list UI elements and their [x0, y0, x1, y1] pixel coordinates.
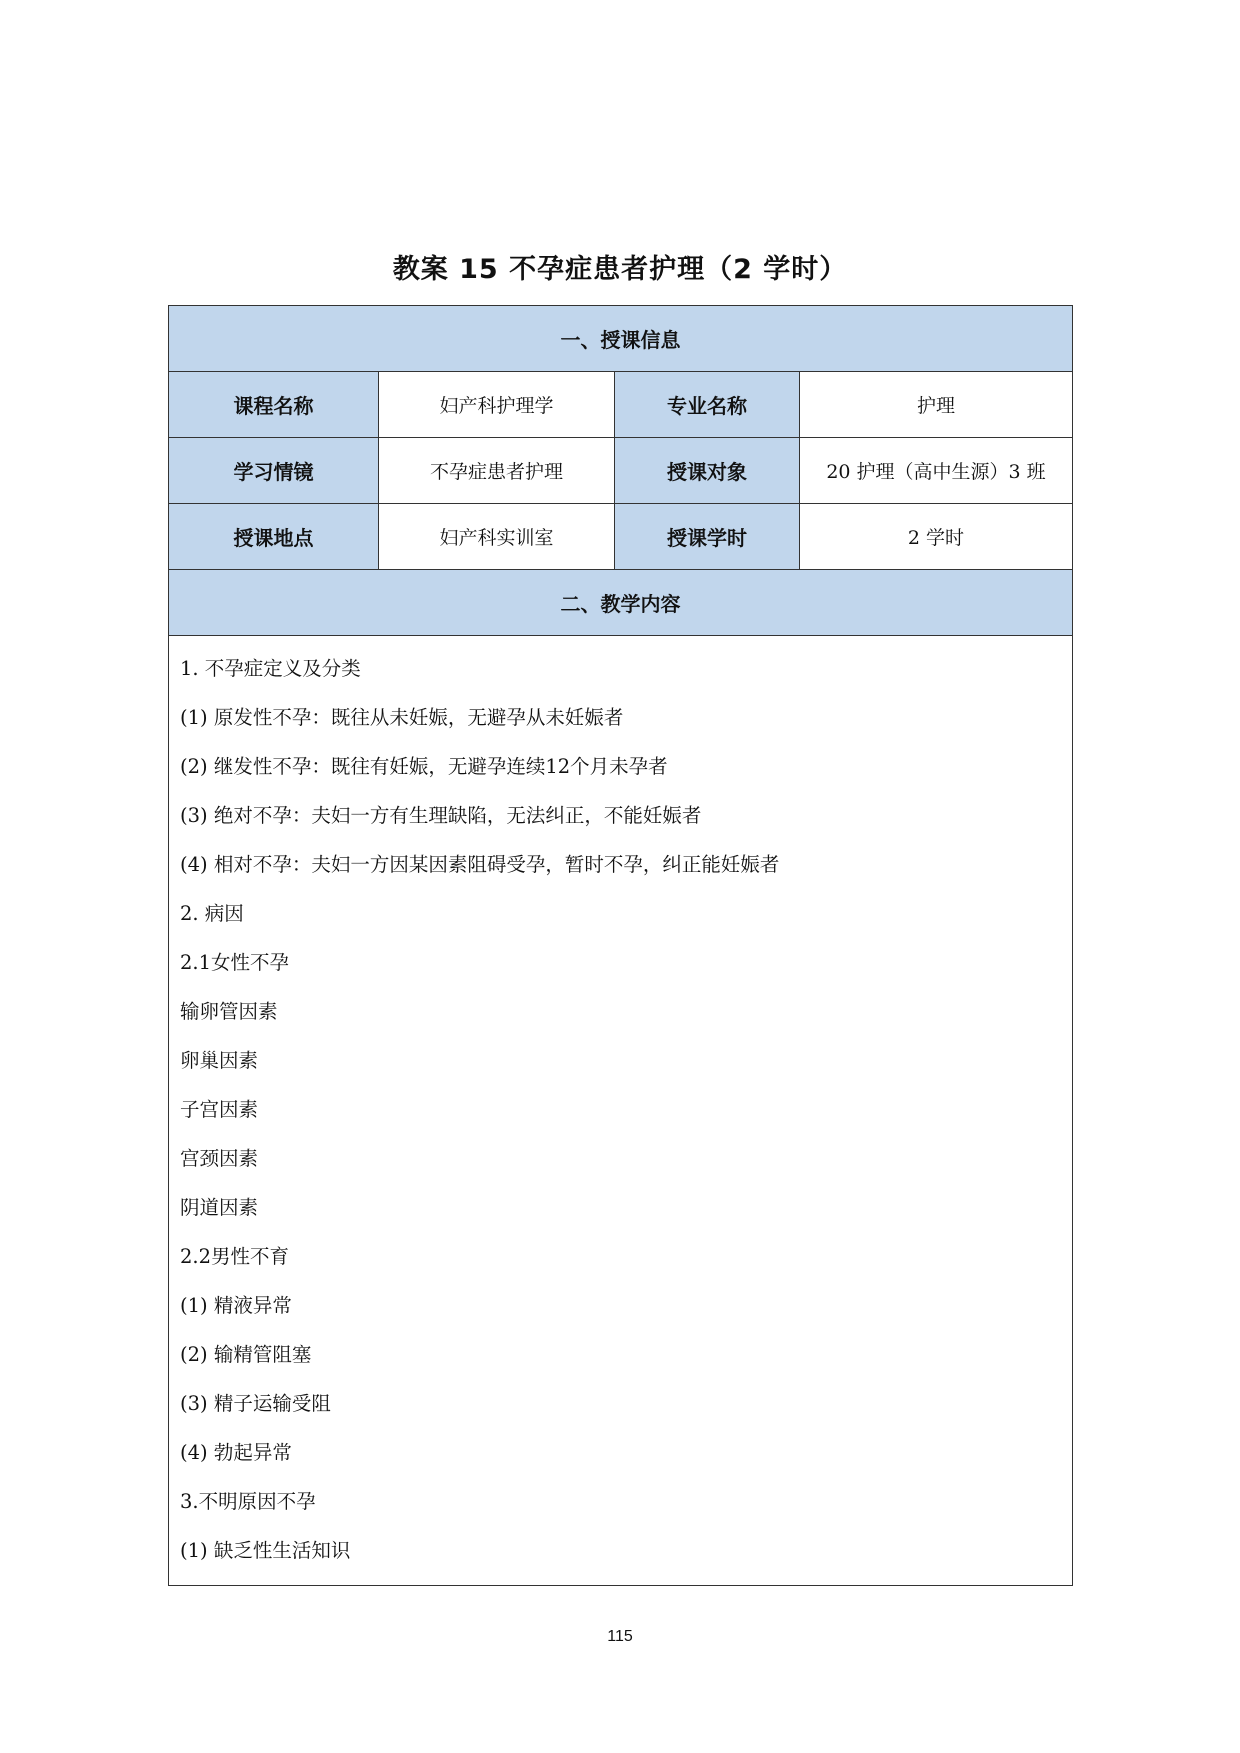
content-line: (3) 精子运输受阻	[180, 1392, 331, 1415]
content-line: 2.2男性不育	[180, 1245, 290, 1268]
info-value: 2 学时	[800, 504, 1073, 570]
section-header-info: 一、授课信息	[169, 306, 1073, 372]
info-label: 学习情镜	[169, 438, 379, 504]
info-label: 授课地点	[169, 504, 379, 570]
info-row	[169, 504, 1073, 570]
content-line: 输卵管因素	[180, 1000, 278, 1023]
content-line: (4) 勃起异常	[180, 1441, 292, 1464]
info-value: 护理	[800, 372, 1073, 438]
content-line: 2.1女性不孕	[180, 951, 290, 974]
info-row	[169, 438, 1073, 504]
info-value: 妇产科实训室	[379, 504, 615, 570]
info-label: 授课学时	[615, 504, 800, 570]
info-value: 不孕症患者护理	[379, 438, 615, 504]
content-line: (1) 精液异常	[180, 1294, 292, 1317]
section-header-row	[169, 570, 1073, 636]
info-label: 课程名称	[169, 372, 379, 438]
content-line: 宫颈因素	[180, 1147, 259, 1170]
content-line: 3.不明原因不孕	[180, 1490, 316, 1513]
content-line: (1) 缺乏性生活知识	[180, 1539, 351, 1562]
info-label: 专业名称	[615, 372, 800, 438]
info-label: 授课对象	[615, 438, 800, 504]
content-cell	[169, 636, 1073, 1586]
content-line: (2) 输精管阻塞	[180, 1343, 312, 1366]
section-header-content: 二、教学内容	[169, 570, 1073, 636]
info-value: 20 护理（高中生源）3 班	[800, 438, 1073, 504]
content-line: (1) 原发性不孕：既往从未妊娠，无避孕从未妊娠者	[180, 706, 624, 729]
content-line: 卵巢因素	[180, 1049, 259, 1072]
content-line: 阴道因素	[180, 1196, 259, 1219]
content-row	[169, 636, 1073, 1586]
info-row	[169, 372, 1073, 438]
content-line: 子宫因素	[180, 1098, 259, 1121]
content-line: (2) 继发性不孕：既往有妊娠，无避孕连续12个月未孕者	[180, 755, 668, 778]
content-line: (4) 相对不孕：夫妇一方因某因素阻碍受孕，暂时不孕，纠正能妊娠者	[180, 853, 780, 876]
section-header-row	[169, 306, 1073, 372]
page-title: 教案 15 不孕症患者护理（2 学时）	[392, 254, 848, 285]
content-line: 1. 不孕症定义及分类	[180, 657, 361, 680]
lesson-plan-table	[168, 305, 1073, 1586]
content-line: (3) 绝对不孕：夫妇一方有生理缺陷，无法纠正，不能妊娠者	[180, 804, 702, 827]
content-line: 2. 病因	[180, 902, 244, 925]
info-value: 妇产科护理学	[379, 372, 615, 438]
page-number: 115	[607, 1628, 633, 1645]
